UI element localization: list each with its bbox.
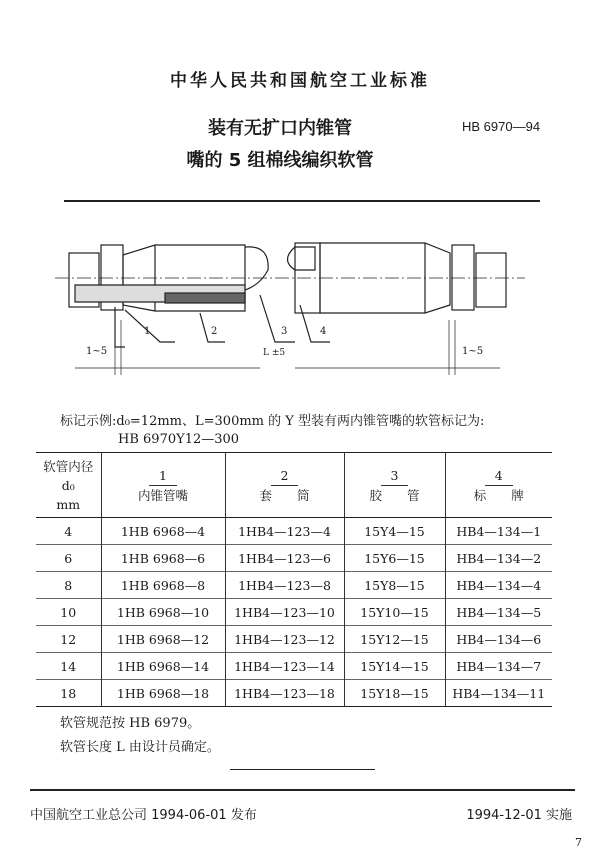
- table-cell: 1HB 6968—14: [101, 653, 225, 680]
- table-cell: HB4—134—1: [445, 518, 552, 545]
- end-rule: [230, 769, 375, 770]
- standard-header: 中华人民共和国航空工业标准: [170, 71, 430, 91]
- table-row: [36, 545, 552, 572]
- table-row: [36, 680, 552, 707]
- table-row: [36, 518, 552, 545]
- callout-3: 3: [281, 326, 288, 337]
- table-cell: 10: [36, 599, 101, 626]
- parts-table: [36, 452, 552, 707]
- header-part-1: 1 内锥管嘴: [101, 453, 225, 518]
- issue-date: 中国航空工业总公司 1994-06-01 发布: [30, 808, 257, 823]
- header-rule: [64, 200, 540, 202]
- table-cell: 1HB4—123—12: [225, 626, 344, 653]
- table-cell: 15Y10—15: [344, 599, 445, 626]
- table-cell: 14: [36, 653, 101, 680]
- table-cell: 1HB4—123—18: [225, 680, 344, 707]
- tolerance-right: 1~5: [462, 346, 484, 357]
- standard-code: HB 6970—94: [462, 119, 541, 134]
- table-cell: 1HB4—123—6: [225, 545, 344, 572]
- table-cell: 6: [36, 545, 101, 572]
- table-cell: HB4—134—4: [445, 572, 552, 599]
- header-inner-diameter: 软管内径 d₀ mm: [36, 453, 101, 518]
- table-cell: HB4—134—5: [445, 599, 552, 626]
- header-part-4: 4 标 牌: [445, 453, 552, 518]
- table-cell: HB4—134—2: [445, 545, 552, 572]
- length-label: L ±5: [263, 348, 286, 358]
- tolerance-left: 1~5: [86, 346, 108, 357]
- marking-example: 标记示例:d₀=12mm、L=300mm 的 Y 型装有两内锥管嘴的软管标记为:: [60, 414, 485, 429]
- table-cell: 15Y4—15: [344, 518, 445, 545]
- callout-4: 4: [320, 326, 327, 337]
- table-cell: 15Y8—15: [344, 572, 445, 599]
- table-cell: 1HB 6968—12: [101, 626, 225, 653]
- table-cell: HB4—134—11: [445, 680, 552, 707]
- table-cell: 18: [36, 680, 101, 707]
- marking-code: HB 6970Y12—300: [118, 432, 240, 447]
- table-cell: 1HB4—123—14: [225, 653, 344, 680]
- table-row: [36, 626, 552, 653]
- footer-rule: [30, 789, 575, 791]
- note-2: 软管长度 L 由设计员确定。: [60, 740, 220, 755]
- table-cell: 8: [36, 572, 101, 599]
- table-row: [36, 572, 552, 599]
- table-cell: 1HB 6968—10: [101, 599, 225, 626]
- table-cell: HB4—134—6: [445, 626, 552, 653]
- note-1: 软管规范按 HB 6979。: [60, 716, 201, 731]
- table-cell: 15Y18—15: [344, 680, 445, 707]
- table-cell: 15Y14—15: [344, 653, 445, 680]
- title-line-1: 装有无扩口内锥管: [208, 118, 352, 139]
- table-cell: 1HB 6968—4: [101, 518, 225, 545]
- table-row: [36, 653, 552, 680]
- table-cell: 1HB4—123—8: [225, 572, 344, 599]
- table-cell: 15Y12—15: [344, 626, 445, 653]
- header-part-2: 2 套 筒: [225, 453, 344, 518]
- effective-date: 1994-12-01 实施: [466, 808, 572, 823]
- callout-2: 2: [211, 326, 218, 337]
- table-row: [36, 599, 552, 626]
- table-cell: 4: [36, 518, 101, 545]
- table-cell: HB4—134—7: [445, 653, 552, 680]
- table-cell: 15Y6—15: [344, 545, 445, 572]
- header-part-3: 3 胶 管: [344, 453, 445, 518]
- table-cell: 1HB 6968—6: [101, 545, 225, 572]
- callout-1: 1: [144, 326, 151, 337]
- table-cell: 1HB4—123—4: [225, 518, 344, 545]
- page-number: 7: [575, 836, 582, 849]
- title-line-2: 嘴的 5 组棉线编织软管: [186, 150, 374, 171]
- table-cell: 1HB4—123—10: [225, 599, 344, 626]
- table-cell: 1HB 6968—8: [101, 572, 225, 599]
- table-cell: 1HB 6968—18: [101, 680, 225, 707]
- table-cell: 12: [36, 626, 101, 653]
